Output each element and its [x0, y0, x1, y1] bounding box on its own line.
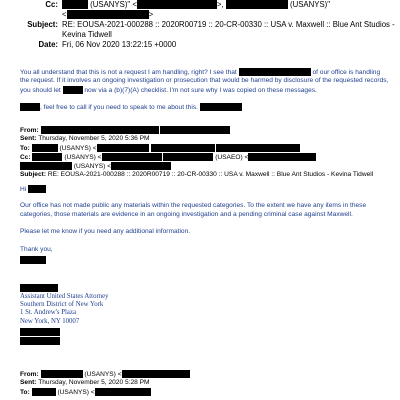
redaction — [20, 103, 40, 111]
subject-value-2: Kevina Tidwell — [62, 30, 112, 39]
redaction — [95, 388, 151, 396]
email2-paragraph-2: Please let me know if you need any additional information. — [20, 228, 191, 235]
redaction — [20, 337, 60, 345]
email3-from — [20, 370, 190, 379]
redaction — [20, 328, 60, 336]
email2-cc — [20, 153, 316, 162]
redaction — [200, 103, 242, 111]
cc-text-1: (USANYS) < — [64, 153, 102, 161]
signature-title: Assistant United States Attorney — [20, 293, 109, 300]
redaction — [122, 370, 190, 378]
header-cc-line — [0, 0, 330, 10]
redaction — [248, 153, 316, 161]
date-label: Date: — [38, 40, 58, 49]
redaction-signature-name — [20, 256, 46, 264]
email2-subject — [20, 171, 373, 180]
redaction — [216, 144, 300, 152]
sent-value: Thursday, November 5, 2020 5:28 PM — [38, 379, 150, 386]
to-label: To: — [20, 144, 30, 152]
header-date — [0, 40, 176, 50]
redaction — [32, 388, 56, 396]
redaction — [32, 144, 58, 152]
greeting-text: Hi — [20, 185, 27, 193]
signature-address-2: New York, NY 10007 — [20, 317, 80, 325]
signature-district: Southern District of New York — [20, 301, 104, 309]
redaction — [151, 144, 215, 152]
to-text: (USANYS) < — [57, 388, 95, 396]
cc-part-1: (USANYS)" < — [90, 0, 137, 9]
date-value: Fri, 06 Nov 2020 13:22:15 +0000 — [62, 40, 177, 49]
redaction — [226, 0, 288, 9]
subject-value: RE: EOUSA-2021-000288 :: 2020R00719 :: 20-CR-00330 :: USA v. Maxwell :: Blue Ant Studios - — [62, 20, 395, 29]
email2-to — [20, 144, 300, 153]
email2-greeting — [20, 185, 390, 194]
redaction — [239, 68, 311, 76]
redaction-signature-block — [20, 284, 58, 292]
redaction — [163, 153, 213, 161]
from-text: (USANYS) < — [84, 370, 122, 378]
redaction — [20, 162, 72, 170]
subject-value: RE: EOUSA-2021-000288 :: 2020R00719 :: 20-CR-00330 :: USA v. Maxwell :: Blue Ant Studios - Kevina Tidwell — [47, 171, 374, 178]
sent-value: Thursday, November 5, 2020 5:36 PM — [38, 135, 150, 142]
body1-text-c: now via a (b)(7)(A) checklist. I'm not sure why I was copied on these messages. — [84, 86, 317, 94]
redaction — [67, 10, 149, 19]
cc-text-3: (USANYS) < — [73, 162, 112, 170]
redaction — [97, 144, 149, 152]
body1-paragraph-1 — [20, 68, 390, 95]
subject-label: Subject: — [20, 171, 47, 178]
from-label: From: — [20, 370, 39, 378]
redaction — [63, 86, 83, 94]
header-cc-line-2 — [62, 10, 153, 20]
redaction — [41, 126, 159, 134]
email2-paragraph-1: Our office has not made public any materials within the requested categories. To the extent we have any items in these categories, those materials are evidence in an ongoing investigation and a pending criminal case against Maxwell. — [20, 202, 367, 218]
cc-label: Cc: — [20, 153, 31, 161]
redaction — [137, 0, 217, 9]
signature-block — [20, 293, 109, 326]
body1-text-p2: , feel free to call if you need to speak to me about this. — [40, 103, 198, 111]
email2-sent — [20, 135, 150, 144]
sent-label: Sent: — [20, 135, 37, 142]
redaction — [102, 153, 162, 161]
email2-thanks: Thank you, — [20, 246, 53, 253]
email3-sent — [20, 379, 150, 388]
header-subject — [0, 20, 395, 30]
header-subject-2 — [62, 30, 112, 40]
cc-label: Cc: — [45, 0, 58, 9]
body1-paragraph-2 — [20, 103, 390, 112]
redaction — [41, 370, 83, 378]
redaction — [111, 162, 171, 170]
email2-cc-2 — [20, 162, 171, 171]
cc-text-2: (USAEO) < — [215, 153, 249, 161]
sent-label: Sent: — [20, 379, 37, 386]
email3-to — [20, 388, 151, 397]
cc-line2: < — [62, 10, 67, 19]
to-text: (USANYS) < — [59, 144, 97, 152]
redaction — [160, 126, 230, 134]
cc-part-2: >, — [216, 0, 224, 9]
redaction — [32, 153, 62, 161]
email2-from — [20, 126, 230, 135]
cc-part-3: (USANYS)" — [290, 0, 331, 9]
from-label: From: — [20, 126, 39, 134]
cc-line2-end: > — [148, 10, 154, 19]
redaction — [62, 0, 88, 9]
redaction — [28, 185, 46, 193]
to-label: To: — [20, 388, 30, 396]
signature-address-1: 1 St. Andrew's Plaza — [20, 309, 76, 317]
subject-label: Subject: — [27, 20, 58, 29]
body1-text-a: You all understand that this is not a request I am handling, right? I see that — [20, 68, 237, 76]
body1-text-b: of our office is handling the request. If it involves an ongoing investigation or prosecution that would be harmed by disclosure of the requested records, you should let — [20, 68, 389, 94]
